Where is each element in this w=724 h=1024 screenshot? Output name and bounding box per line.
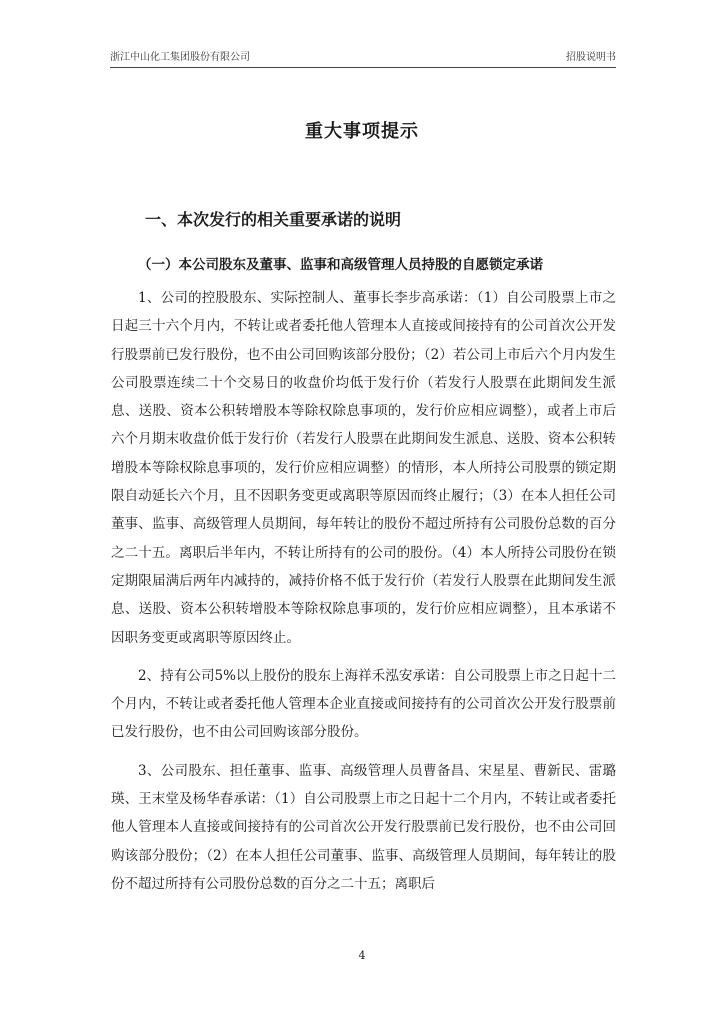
paragraph-commitment-1: 1、公司的控股股东、实际控制人、董事长李步高承诺：（1）自公司股票上市之日起三十六个月内，不转让或者委托他人管理本人直接或间接持有的公司首次公开发行股票前已发行股份，也不由公司回购该部分股份；（2）若公司上市后六个月内发生公司股票连续二十个交易日的收盘价均低于发行价（若发行人股票在此期间发生派息、送股、资本公积转增股本等除权除息事项的，发行价应相应调整），或者上市后六个月期末收盘价低于发行价（若发行人股票在此期间发生派息、送股、资本公积转增股本等除权除息事项的，发行价应相应调整）的情形，本人所持公司股票的锁定期限自动延长六个月，且不因职务变更或离职等原因而终止履行；（3）在本人担任公司董事、监事、高级管理人员期间，每年转让的股份不超过所持有公司股份总数的百分之二十五。离职后半年内，不转让所持有的公司的股份。（4）本人所持公司股份在锁定期限届满后两年内减持的，减持价格不低于发行价（若发行人股票在此期间发生派息、送股、资本公积转增股本等除权除息事项的，发行价应相应调整），且本承诺不因职务变更或离职等原因终止。: [111, 290, 616, 646]
section-heading: 一、本次发行的相关重要承诺的说明: [145, 210, 402, 229]
page-number: 4: [358, 949, 366, 962]
subsection-heading: （一）本公司股东及董事、监事和高级管理人员持股的自愿锁定承诺: [138, 257, 543, 273]
paragraph-commitment-2: 2、持有公司5%以上股份的股东上海祥禾泓安承诺：自公司股票上市之日起十二个月内，不转让或者委托他人管理本企业直接或间接持有的公司首次公开发行股票前已发行股份，也不由公司回购该部分股份。: [111, 667, 616, 741]
body-text: [111, 284, 616, 908]
paragraph-commitment-3: 3、公司股东、担任董事、监事、高级管理人员曹备昌、宋星星、曹新民、雷璐瑛、王末堂及杨华春承诺：（1）自公司股票上市之日起十二个月内，不转让或者委托他人管理本人直接或间接持有的公司首次公开发行股票前已发行股份，也不由公司回购该部分股份；（2）在本人担任公司董事、监事、高级管理人员期间，每年转让的股份不超过所持有公司股份总数的百分之二十五；离职后: [111, 762, 616, 892]
page-header: [110, 51, 616, 65]
page-title: 重大事项提示: [305, 121, 419, 142]
header-document-type: 招股说明书: [566, 52, 616, 63]
header-company-name: 浙江中山化工集团股份有限公司: [110, 52, 250, 63]
header-divider: [110, 67, 616, 68]
